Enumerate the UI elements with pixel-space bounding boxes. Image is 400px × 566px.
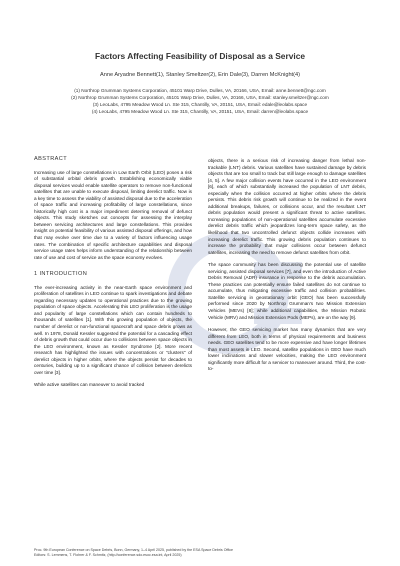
proceedings-footer [34, 548, 374, 558]
affiliation-2: (2) Northrop Grumman Systems Corporation, 45101 Warp Drive, Dulles, VA, 20166, USA, Email: stanley.smeltzer@ngc.com [71, 95, 329, 100]
footer-line-2: Editors: S. Lemmens, T. Flohrer & F. Schmitz, (http://conference.sdo.esoc.esa.int, April 2025) [34, 553, 182, 557]
affiliation-4: (4) LeoLabs, 4795 Meadow Wood Ln. Ste 315, Chantilly, VA, 20151, USA, Email: darren@leolabs.space [91, 109, 309, 114]
intro-paragraph-2: While active satellites can maneuver to avoid tracked [34, 382, 145, 388]
left-column [34, 156, 192, 395]
introduction-heading: 1 INTRODUCTION [34, 271, 88, 278]
body-paragraph-2: The space community has been discussing the potential use of satellite servicing, assisted disposal services [7], and even the introduction of Active Debris Removal (ADR) insurance in response to the debris accumulation. These practices can potentially ensure failed satellites do not continue to accumulate, thus mitigating excessive traffic and collision probabilities. Satellite servicing in geostationary orbit (GEO) has been successfully performed since 2020 by Northrop Grumman's two Mission Extension Vehicles (MEVs) [8]; while additional capabilities, the Mission Robotic Vehicle (MRV) and Mission Extension Pods (MEPs), are on the way [9]. [208, 262, 366, 320]
footer-line-1: Proc. 9th European Conference on Space Debris, Bonn, Germany, 1–4 April 2025, published by the ESA Space Debris Office [34, 548, 234, 552]
abstract-heading: ABSTRACT [34, 156, 68, 162]
paper-title: Factors Affecting Feasibility of Disposal as a Service [94, 51, 306, 61]
abstract-text: Increasing use of large constellations in Low Earth Orbit (LEO) poses a risk of substantial orbital debris growth. Establishing economically viable disposal services would enable satellite operators to remove non-functional satellites that are unable to execute disposal, limiting derelict traffic. Now is a key time to assess the viability of assisted disposal due to the acceleration of space traffic and increasing profitability of large constellations, since historically high cost is a major impediment deterring removal of defunct objects. This study sketches out concepts for assessing the interplay between servicing architectures and large constellations. This provides insight on potential feasibility of various assisted disposal offerings, and how that may evolve over time due to a variety of factors influencing usage rates. The combination of specific architecture capabilities and disposal service usage rates helps inform understanding of the relationship between rate of use and cost of service as the space economy evolves. [34, 169, 192, 260]
intro-paragraph-1: The ever-increasing activity in the near-Earth space environment and proliferation of satellites in LEO continue to spark investigations and debate regarding necessary updates to operational practices due to the growing population of space objects. Accelerating this LEO proliferation is the usage and popularity of large constellations which can contain hundreds to thousands of satellites [1]. With this growing population of objects, the number of derelict or non-functional spacecraft and space debris grows as well. In 1978, Donald Kessler suggested the potential for a cascading effect of debris growth that could occur due to collisions between space objects in the LEO environment, known as Kessler Syndrome [2]. More recent research has highlighted the issues with concentrations or "clusters" of derelict objects in higher orbits, where the objects persist for decades to centuries, building up to a significant chance of collision between derelicts over time [3]. [34, 284, 192, 375]
affiliation-1: (1) Northrop Grumman Systems Corporation, 45101 Warp Drive, Dulles, VA, 20166, USA, Email: anne.bennett@ngc.com [74, 88, 326, 93]
affiliations [40, 87, 360, 115]
author-list: Anne Aryadne Bennett(1), Stanley Smeltzer(2), Erin Dale(3), Darren McKnight(4) [100, 72, 300, 78]
body-paragraph-1: objects, there is a serious risk of increasing danger from lethal non-trackable (LNT) debris. Various satellites have sustained damage by debris objects that are too small to track but still large enough to damage satellites [4, 5]. A few major collision events have occurred in the LEO environment [6], each of which substantially increased the population of LNT debris, especially when the collision occurred at higher orbits where the debris persists. This debris risk growth will continue to be realized in the event additional breakups, failures, or collisions occur, and the resultant LNT debris population would present a significant threat to active satellites. Increasing populations of non-operational satellites accumulate excessive derelict debris traffic which jeopardizes long-term space safety, as the likelihood that two uncontrolled defunct objects collide increases with increasing derelict traffic. This growing debris population continues to increase the probability that major collisions occur between defunct satellites, increasing the need to remove defunct satellites from orbit. [208, 158, 366, 255]
affiliation-3: (3) LeoLabs, 4795 Meadow Wood Ln. Ste 315, Chantilly, VA, 20151, USA, Email: edale@leolabs.space [92, 102, 308, 107]
body-paragraph-3: However, the GEO servicing market has many dynamics that are very different from LEO, both in terms of physical requirements and business needs. GEO satellites tend to be more expensive and have longer lifetimes than most assets in LEO. Second, satellite populations in GEO have much lower inclinations and slower velocities, making the LEO environment significantly more difficult for a servicer to maneuver around. Third, the cost-to- [208, 327, 366, 372]
right-column [208, 158, 366, 379]
